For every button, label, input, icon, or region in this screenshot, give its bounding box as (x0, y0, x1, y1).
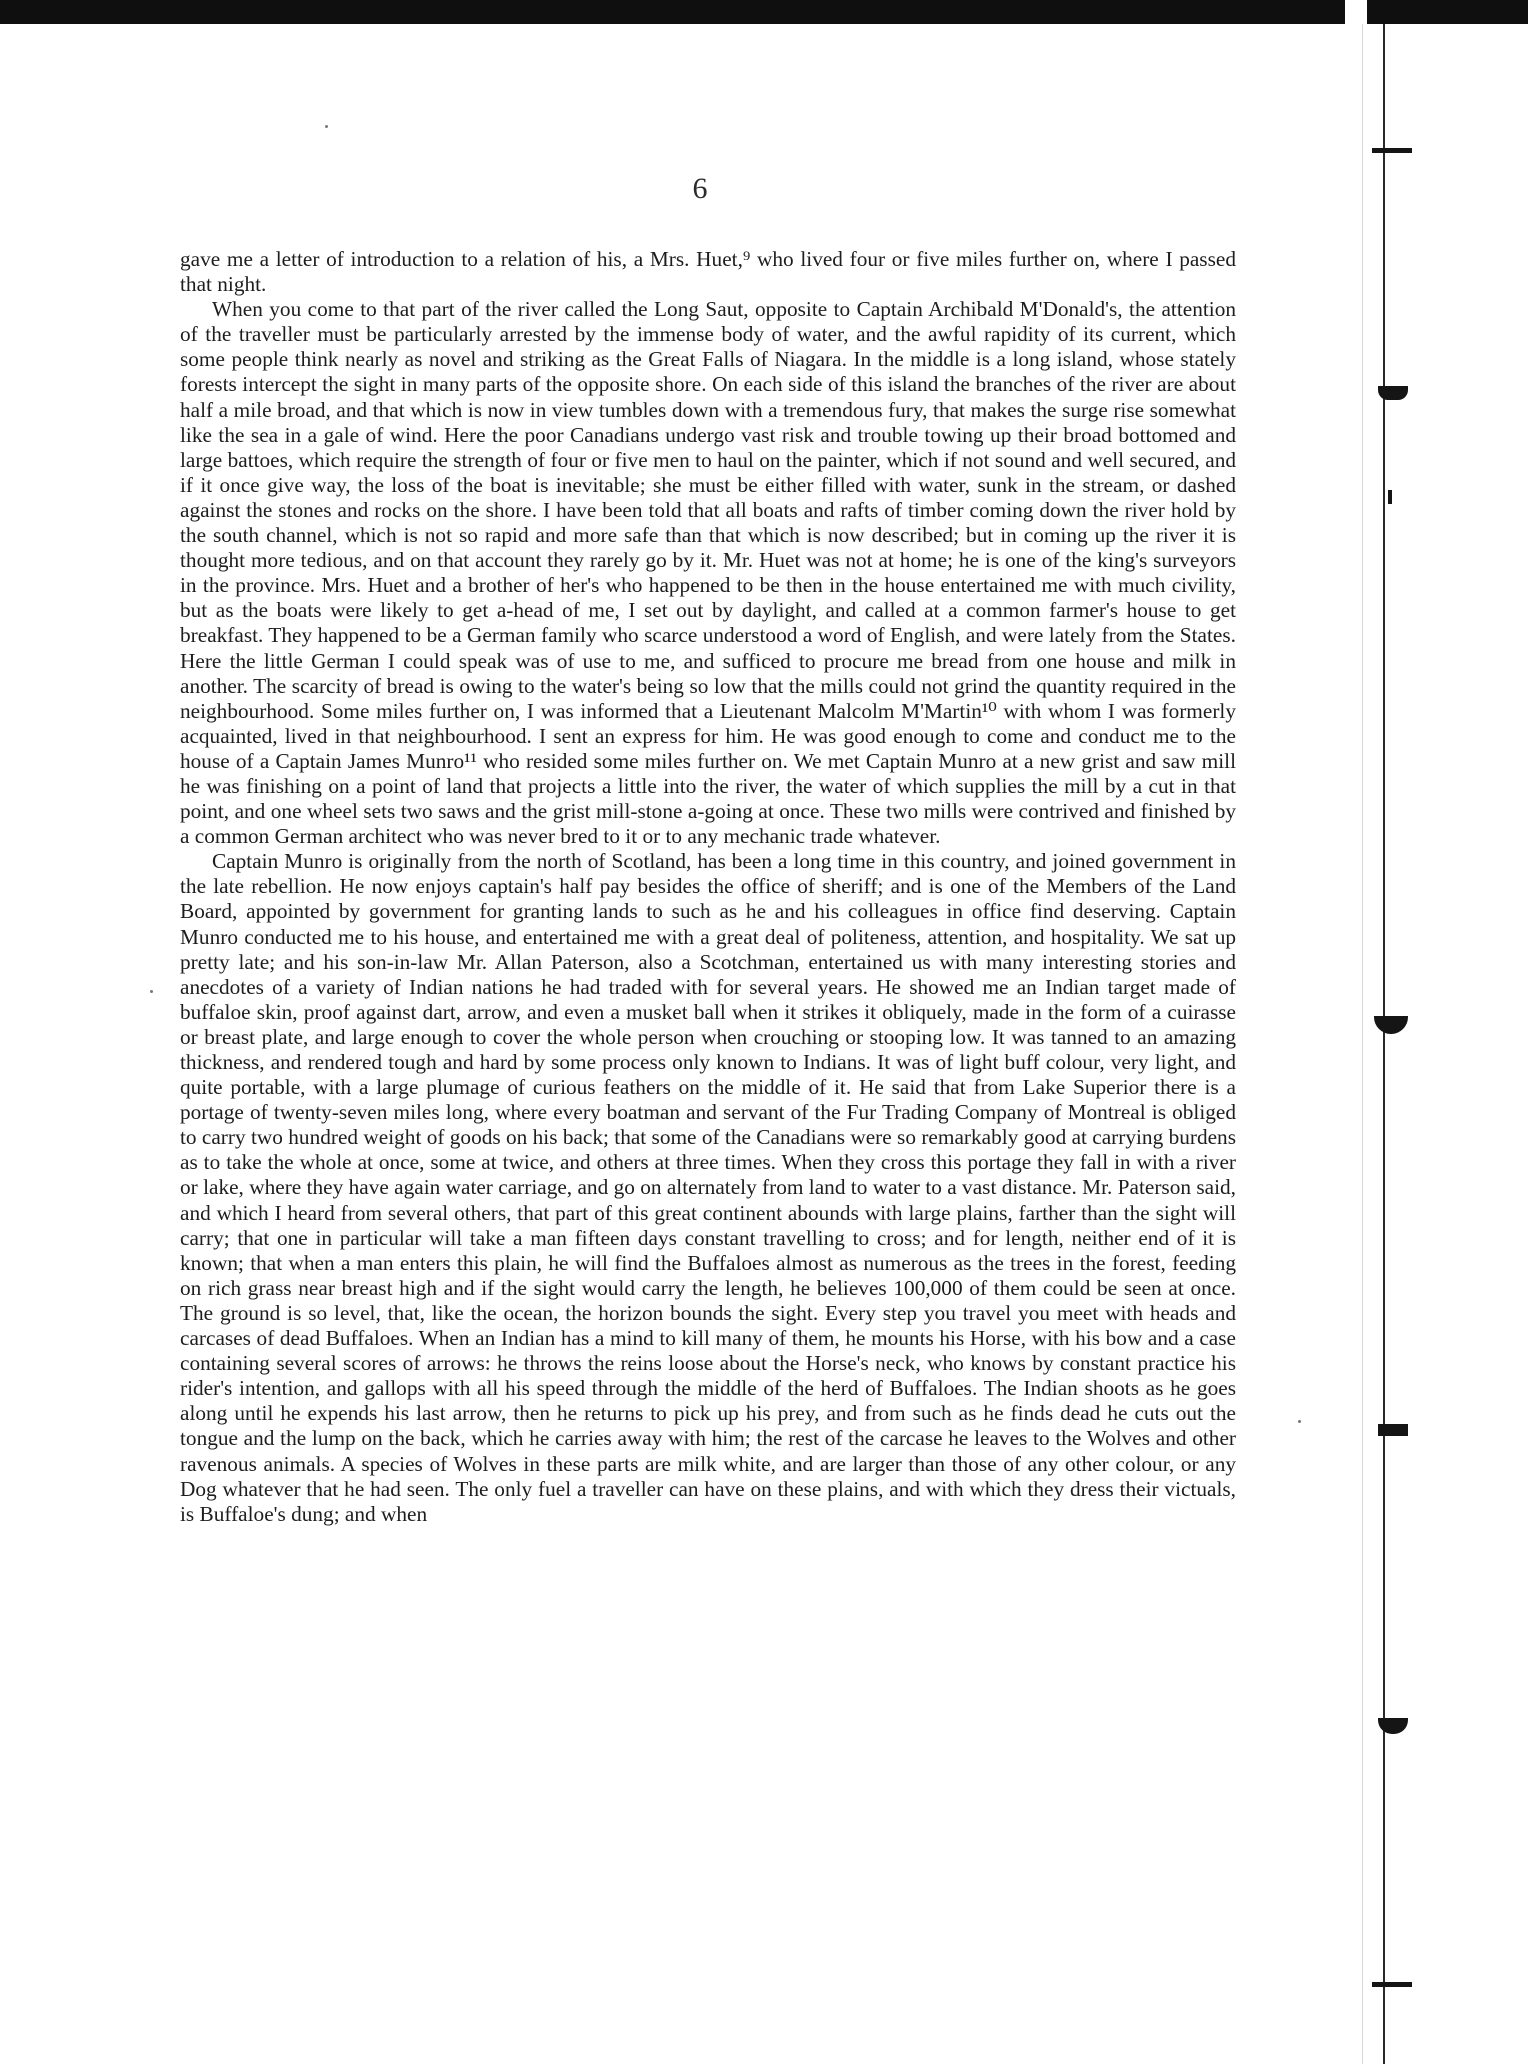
binding-mark (1372, 148, 1412, 153)
binding-mark (1388, 490, 1392, 504)
scanner-border-gap (1345, 0, 1367, 24)
page-text (180, 247, 1236, 1527)
paper-speck (325, 125, 328, 128)
binding-mark (1372, 1982, 1412, 1987)
paragraph: Captain Munro is originally from the north of Scotland, has been a long time in this country, and joined government in the late rebellion. He now enjoys captain's half pay besides the office of sheriff; and is one of the Members of the Land Board, appointed by government for granting lands to such as he and his colleagues in office find deserving. Captain Munro conducted me to his house, and entertained me with a great deal of politeness, attention, and hospitality. We sat up pretty late; and his son-in-law Mr. Allan Paterson, also a Scotchman, entertained us with many interesting stories and anecdotes of a variety of Indian nations he had traded with for several years. He showed me an Indian target made of buffaloe skin, proof against dart, arrow, and even a musket ball when it strikes it obliquely, made in the form of a cuirasse or breast plate, and large enough to cover the whole person when crouching or stooping low. It was tanned to an amazing thickness, and rendered tough and hard by some process only known to Indians. It was of light buff colour, very light, and quite portable, with a large plumage of curious feathers on the middle of it. He said that from Lake Superior there is a portage of twenty-seven miles long, where every boatman and servant of the Fur Trading Company of Montreal is obliged to carry two hundred weight of goods on his back; that some of the Canadians were so remarkably good at carrying burdens as to take the whole at once, some at twice, and others at three times. When they cross this portage they fall in with a river or lake, where they have again water carriage, and go on alternately from land to water to a vast distance. Mr. Paterson said, and which I heard from several others, that part of this great continent abounds with large plains, farther than the sight will carry; that one in particular will take a man fifteen days constant travelling to cross; and for length, neither end of it is known; that when a man enters this plain, he will find the Buffaloes almost as numerous as the trees in the forest, feeding on rich grass near breast high and if the sight would carry the length, he believes 100,000 of them could be seen at once. The ground is so level, that, like the ocean, the horizon bounds the sight. Every step you travel you meet with heads and carcases of dead Buffaloes. When an Indian has a mind to kill many of them, he mounts his Horse, with his bow and a case containing several scores of arrows: he throws the reins loose about the Horse's neck, who knows by constant practice his rider's intention, and gallops with all his speed through the middle of the herd of Buffaloes. The Indian shoots as he goes along until he expends his last arrow, then he returns to pick up his prey, and from such as he finds dead he cuts out the tongue and the lump on the back, which he carries away with him; the rest of the carcase he leaves to the Wolves and other ravenous animals. A species of Wolves in these parts are milk white, and are larger than those of any other colour, or any Dog whatever that he had seen. The only fuel a traveller can have on these plains, and with which they dress their victuals, is Buffaloe's dung; and when (180, 849, 1236, 1526)
paper-speck (1298, 1420, 1301, 1423)
binding-mark (1378, 386, 1408, 400)
page-number: 6 (692, 172, 708, 205)
binding-shadow-line (1362, 24, 1363, 2064)
binding-edge-line (1383, 24, 1385, 2064)
binding-mark (1374, 1016, 1408, 1034)
paragraph: When you come to that part of the river called the Long Saut, opposite to Captain Archibald M'Donald's, the attention of the traveller must be particularly arrested by the immense body of water, and the awful rapidity of its current, which some people think nearly as novel and striking as the Great Falls of Niagara. In the middle is a long island, whose stately forests intercept the sight in many parts of the opposite shore. On each side of this island the branches of the river are about half a mile broad, and that which is now in view tumbles down with a tremendous fury, that makes the surge rise somewhat like the sea in a gale of wind. Here the poor Canadians undergo vast risk and trouble towing up their broad bottomed and large battoes, which require the strength of four or five men to haul on the painter, which if not sound and well secured, and if it once give way, the loss of the boat is inevitable; she must be either filled with water, sunk in the stream, or dashed against the stones and rocks on the shore. I have been told that all boats and rafts of timber coming down the river hold by the south channel, which is not so rapid and more safe than that which is now described; but in coming up the river it is thought more tedious, and on that account they rarely go by it. Mr. Huet was not at home; he is one of the king's surveyors in the province. Mrs. Huet and a brother of her's who happened to be then in the house entertained me with much civility, but as the boats were likely to get a-head of me, I set out by daylight, and called at a common farmer's house to get breakfast. They happened to be a German family who scarce understood a word of English, and were lately from the States. Here the little German I could speak was of use to me, and sufficed to procure me bread from one house and milk in another. The scarcity of bread is owing to the water's being so low that the mills could not grind the quantity required in the neighbourhood. Some miles further on, I was informed that a Lieutenant Malcolm M'Martin¹⁰ with whom I was formerly acquainted, lived in that neighbourhood. I sent an express for him. He was good enough to come and conduct me to the house of a Captain James Munro¹¹ who resided some miles further on. We met Captain Munro at a new grist and saw mill he was finishing on a point of land that projects a little into the river, the water of which supplies the mill by a cut in that point, and one wheel sets two saws and the grist mill-stone a-going at once. These two mills were contrived and finished by a common German architect who was never bred to it or to any mechanic trade whatever. (180, 297, 1236, 849)
paragraph: gave me a letter of introduction to a relation of his, a Mrs. Huet,⁹ who lived four or five miles further on, where I passed that night. (180, 247, 1236, 297)
binding-mark (1378, 1424, 1408, 1436)
paper-speck (150, 990, 153, 993)
scanner-top-border (0, 0, 1528, 24)
